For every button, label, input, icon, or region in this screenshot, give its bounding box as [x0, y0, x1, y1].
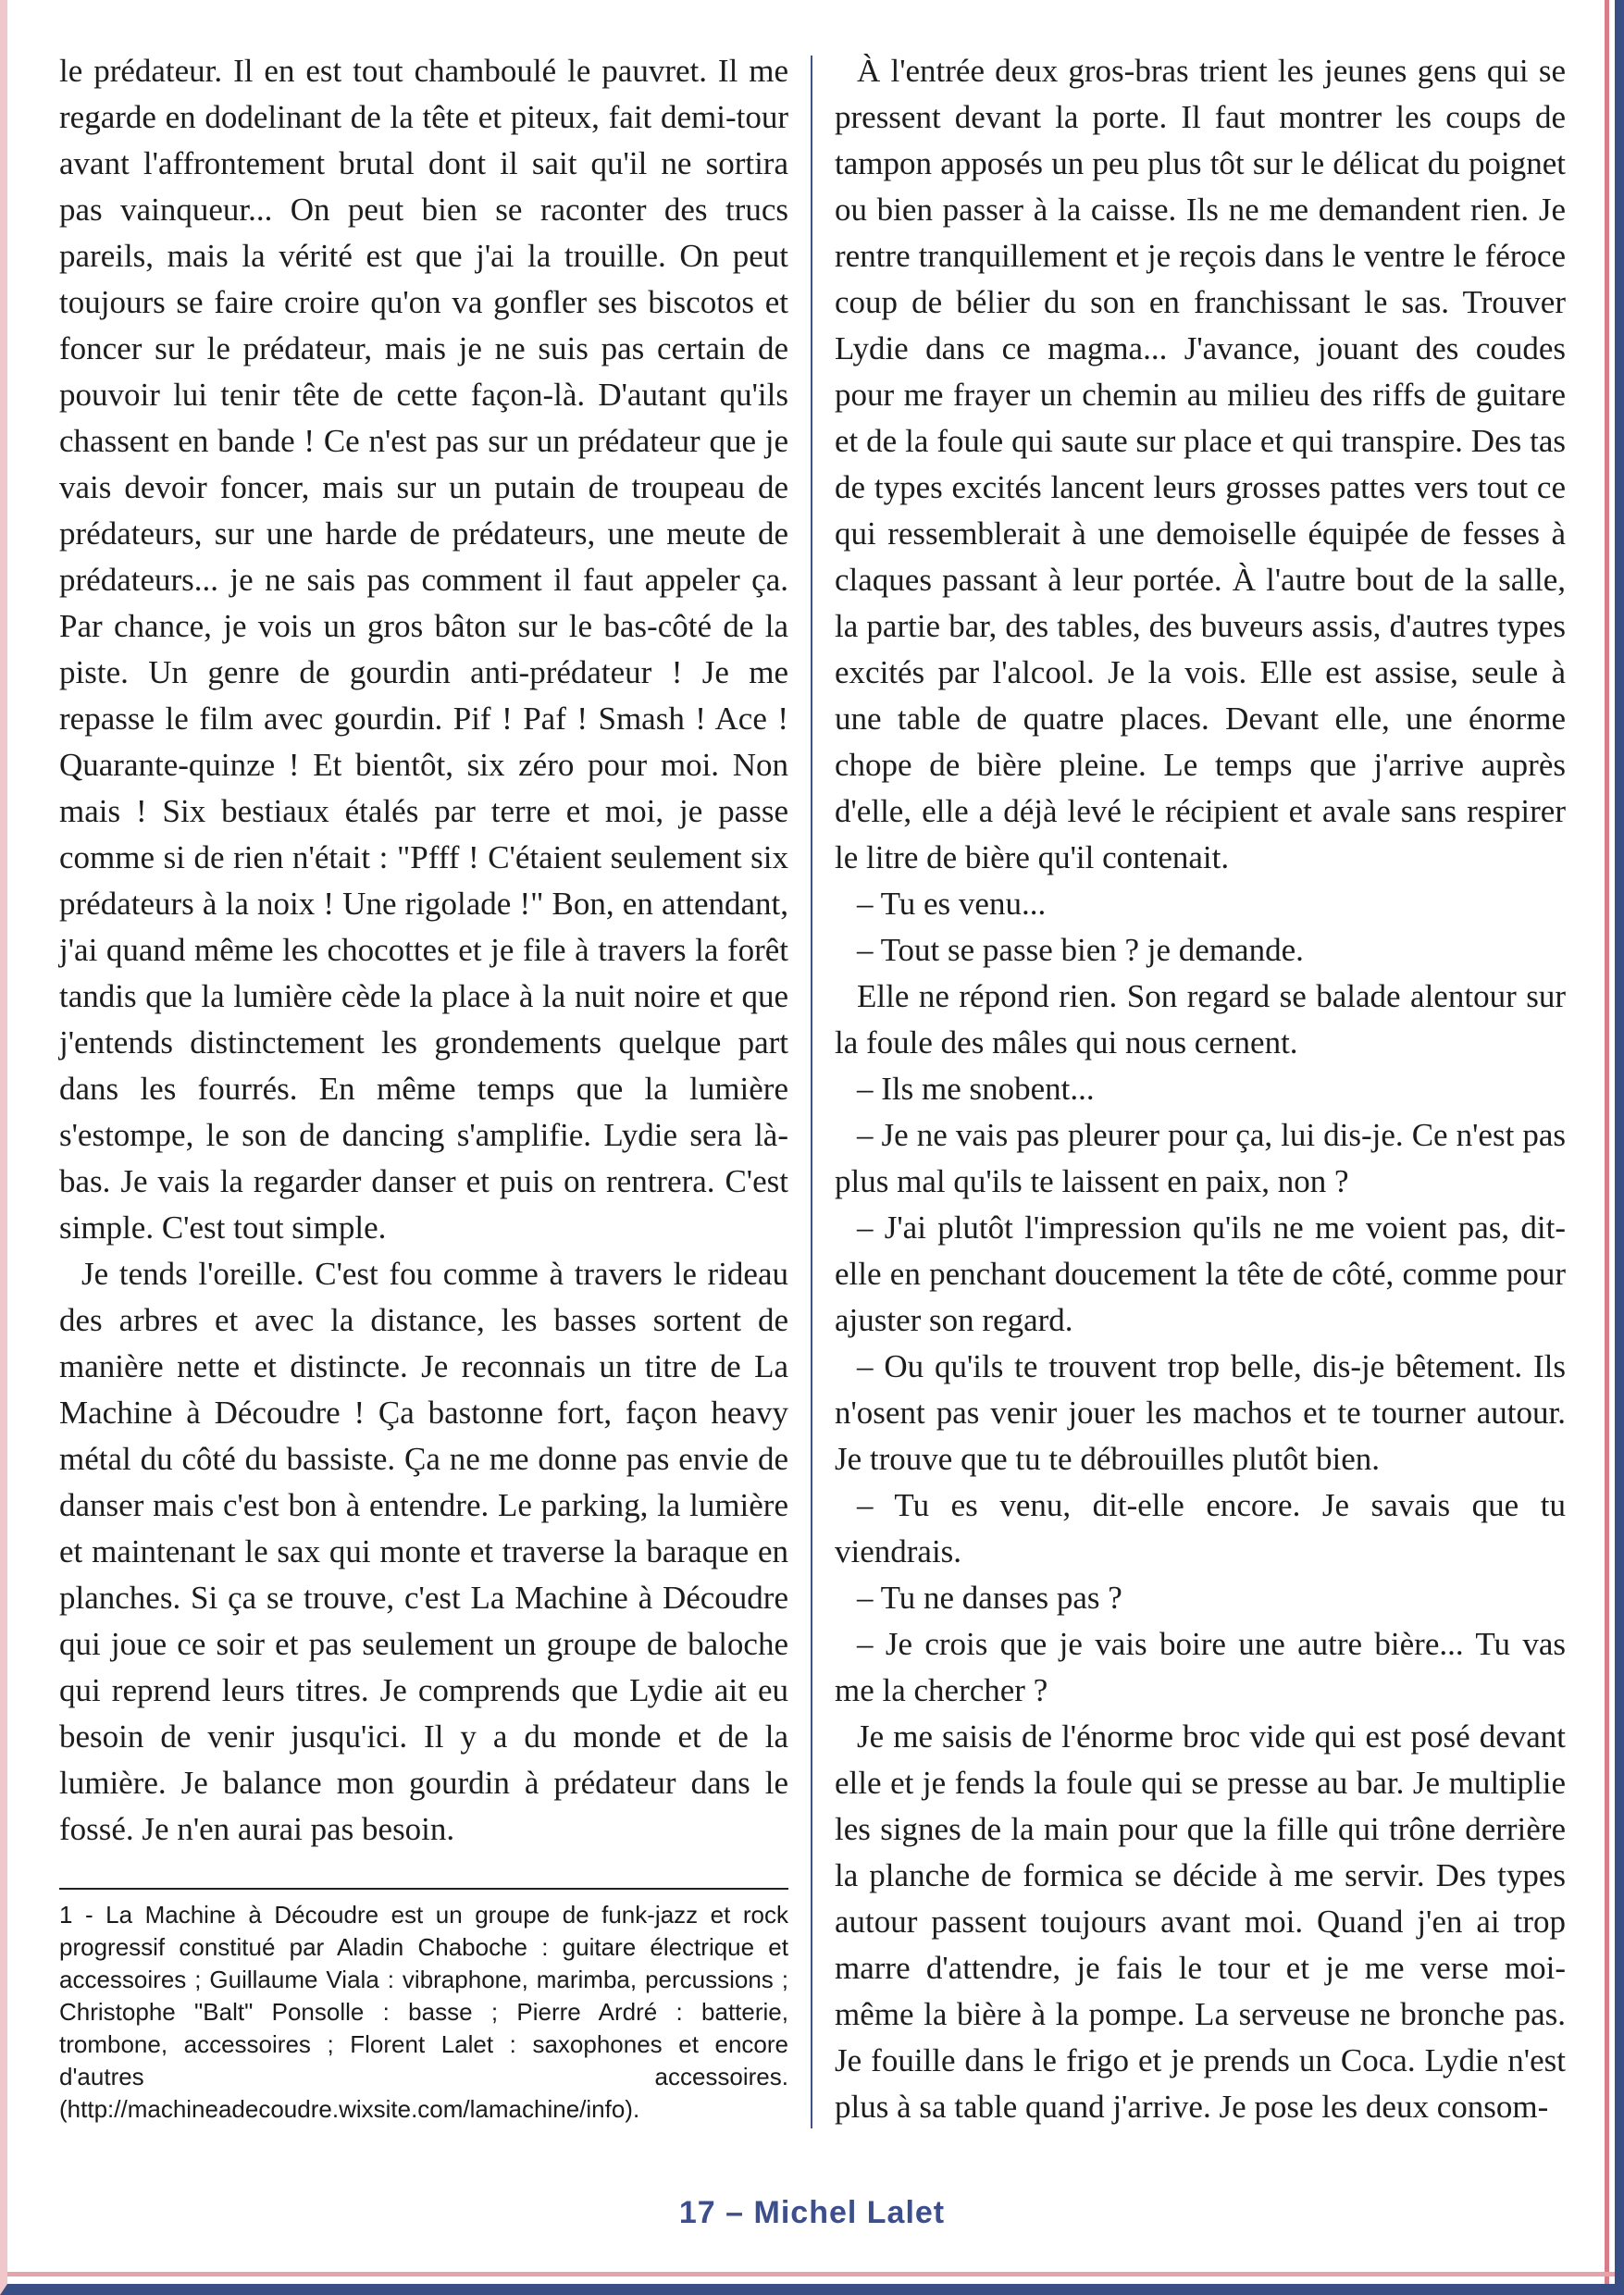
- footnote-rule: [59, 1888, 788, 1890]
- dialogue-line: – Tu es venu...: [857, 886, 1047, 922]
- paragraph: Je tends l'oreille. C'est fou comme à travers le rideau des arbres et avec la distance, les basses sortent de manière nette et distincte. Je reconnais un titre de La Machine à Découdre ! Ça bastonne fort, façon heavy métal du côté du bassiste. Ça ne me donne pas envie de danser mais c'est bon à entendre. Le parking, la lumière et maintenant le sax qui monte et traverse la baraque en planches. Si ça se trouve, c'est La Machine à Découdre qui joue ce soir et pas seulement un groupe de baloche qui reprend leurs titres. Je comprends que Lydie ait eu besoin de venir jusqu'ici. Il y a du monde et de la lumière. Je balance mon gourdin à prédateur dans le fossé. Je n'en aurai pas besoin.: [59, 1256, 788, 1847]
- paragraph: Elle ne répond rien. Son regard se balade alentour sur la foule des mâles qui nous cernent.: [835, 978, 1566, 1061]
- paragraph: Je me saisis de l'énorme broc vide qui est posé devant elle et je fends la foule qui se presse au bar. Je multiplie les signes de la main pour que la fille qui trône derrière la planche de formica se décide à me servir. Des types autour passent toujours avant moi. Quand j'en ai trop marre d'attendre, je fais le tour et je me verse moi-même la bière à la pompe. La serveuse ne bronche pas. Je fouille dans le frigo et je prends un Coca. Lydie n'est plus à sa table quand j'arrive. Je pose les deux consom-: [835, 1718, 1566, 2125]
- paragraph: À l'entrée deux gros-bras trient les jeunes gens qui se pressent devant la porte. Il faut montrer les coups de tampon apposés un peu plus tôt sur le délicat du poignet ou bien passer à la caisse. Ils ne me demandent rien. Je rentre tranquillement et je reçois dans le ventre le féroce coup de bélier du son en franchissant le sas. Trouver Lydie dans ce magma... J'avance, jouant des coudes pour me frayer un chemin au milieu des riffs de guitare et de la foule qui saute sur place et qui transpire. Des tas de types excités lancent leurs grosses pattes vers tout ce qui ressemblerait à une demoiselle équipée de fesses à claques passant à leur portée. À l'autre bout de la salle, la partie bar, des tables, des buveurs assis, d'autres types excités par l'alcool. Je la vois. Elle est assise, seule à une table de quatre places. Devant elle, une énorme chope de bière pleine. Le temps que j'arrive auprès d'elle, elle a déjà levé le récipient et avale sans respirer le litre de bière qu'il contenait.: [835, 53, 1566, 875]
- dialogue-line: – Tu ne danses pas ?: [857, 1580, 1122, 1616]
- dialogue-line: – Je ne vais pas pleurer pour ça, lui dis-je. Ce n'est pas plus mal qu'ils te laissent en paix, non ?: [835, 1117, 1566, 1199]
- dialogue-line: – Je crois que je vais boire une autre bière... Tu vas me la chercher ?: [835, 1626, 1566, 1708]
- dialogue-line: – Tout se passe bien ? je demande.: [857, 932, 1304, 968]
- footer-separator: –: [725, 2195, 745, 2230]
- dialogue-line: – J'ai plutôt l'impression qu'ils ne me voient pas, dit-elle en penchant doucement la tête de côté, comme pour ajuster son regard.: [835, 1210, 1566, 1338]
- dialogue-line: – Ou qu'ils te trouvent trop belle, dis-je bêtement. Ils n'osent pas venir jouer les machos et te tourner autour. Je trouve que tu te débrouilles plutôt bien.: [835, 1348, 1566, 1477]
- dialogue-line: – Tu es venu, dit-elle encore. Je savais que tu viendrais.: [835, 1487, 1566, 1569]
- paragraph: le prédateur. Il en est tout chamboulé le pauvret. Il me regarde en dodelinant de la tête et piteux, fait demi-tour avant l'affrontement brutal dont il sait qu'il ne sortira pas vainqueur... On peut bien se raconter des trucs pareils, mais la vérité est que j'ai la trouille. On peut toujours se faire croire qu'on va gonfler ses biscotos et foncer sur le prédateur, mais je ne suis pas certain de pouvoir lui tenir tête de cette façon-là. D'autant qu'ils chassent en bande ! Ce n'est pas sur un prédateur que je vais devoir foncer, mais sur un putain de troupeau de prédateurs, sur une harde de prédateurs, une meute de prédateurs... je ne sais pas comment il faut appeler ça. Par chance, je vois un gros bâton sur le bas-côté de la piste. Un genre de gourdin anti-prédateur ! Je me repasse le film avec gourdin. Pif ! Paf ! Smash ! Ace ! Quarante-quinze ! Et bientôt, six zéro pour moi. Non mais ! Six bestiaux étalés par terre et moi, je passe comme si de rien n'était : "Pfff ! C'étaient seulement six prédateurs à la noix ! Une rigolade !" Bon, en attendant, j'ai quand même les chocottes et je file à travers la forêt tandis que la lumière cède la place à la nuit noire et que j'entends distinctement les grondements quelque part dans les fourrés. En même temps que la lumière s'estompe, le son de dancing s'amplifie. Lydie sera là-bas. Je vais la regarder danser et puis on rentrera. C'est simple. C'est tout simple.: [59, 53, 788, 1246]
- page-number: 17: [678, 2195, 716, 2230]
- right-column: [835, 48, 1566, 2130]
- author-name: Michel Lalet: [753, 2195, 946, 2230]
- footnote-text: 1 - La Machine à Découdre est un groupe de funk-jazz et rock progressif constitué par Aladin Chaboche : guitare électrique et accessoires ; Guillaume Viala : vibraphone, marimba, percussions ; Christophe "Balt" Ponsolle : basse ; Pierre Ardré : batterie, trombone, accessoires ; Florent Lalet : saxophones et encore d'autres accessoires. (http://machineadecoudre.wixsite.com/lamachine/info).: [59, 1901, 788, 2123]
- footnote: [59, 1899, 788, 2126]
- dialogue-line: – Ils me snobent...: [857, 1071, 1095, 1107]
- page-footer: [0, 2195, 1624, 2231]
- left-column: [59, 48, 788, 1853]
- column-divider: [811, 56, 812, 2128]
